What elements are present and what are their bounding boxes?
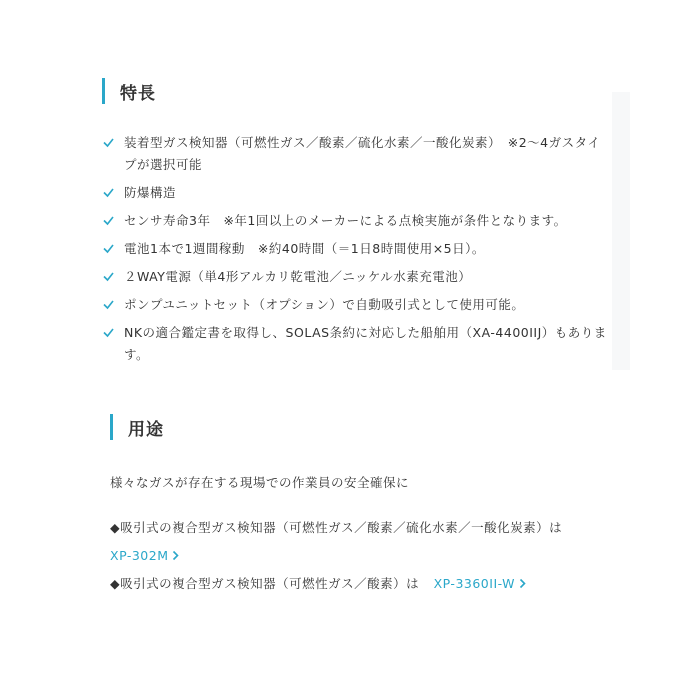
feature-item (102, 266, 607, 288)
features-heading-text: 特長 (120, 83, 156, 104)
feature-item-text: 電池1本で1週間稼動 ※約40時間（＝1日8時間使用×5日）。 (124, 241, 485, 256)
heading-accent-bar (110, 414, 113, 440)
feature-item (102, 322, 607, 366)
check-icon (102, 326, 115, 339)
feature-item-text: センサ寿命3年 ※年1回以上のメーカーによる点検実施が条件となります。 (124, 213, 567, 228)
feature-item (102, 132, 607, 176)
check-icon (102, 298, 115, 311)
xp-3360ii-w-link-text: XP-3360II-W (433, 576, 515, 591)
check-icon (102, 214, 115, 227)
usage-line-1 (110, 517, 610, 539)
check-icon (102, 242, 115, 255)
feature-item-text: NKの適合鑑定書を取得し、SOLAS条約に対応した船舶用（XA-4400IIJ）もあります。 (124, 325, 607, 362)
feature-item-text: ２WAY電源（単4形アルカリ乾電池／ニッケル水素充電池） (124, 269, 472, 284)
chevron-right-icon (519, 578, 526, 589)
heading-accent-bar (102, 78, 105, 104)
feature-item (102, 238, 607, 260)
feature-list (102, 132, 607, 372)
feature-item-text: 装着型ガス検知器（可燃性ガス／酸素／硫化水素／一酸化炭素） ※2～4ガスタイプが選択可能 (124, 135, 601, 172)
feature-item-text: 防爆構造 (124, 185, 177, 200)
features-heading (102, 78, 156, 104)
usage-line-1-text: ◆吸引式の複合型ガス検知器（可燃性ガス／酸素／硫化水素／一酸化炭素）は (110, 520, 563, 535)
usage-heading (110, 414, 164, 440)
feature-item-text: ポンプユニットセット（オプション）で自動吸引式として使用可能。 (124, 297, 525, 312)
side-strip (612, 92, 630, 370)
check-icon (102, 270, 115, 283)
usage-intro: 様々なガスが存在する現場での作業員の安全確保に (110, 475, 410, 490)
check-icon (102, 186, 115, 199)
xp-3360ii-w-link[interactable] (434, 576, 526, 591)
xp-302m-link-text: XP-302M (110, 548, 169, 563)
usage-line-1-link-row (110, 545, 610, 567)
chevron-right-icon (172, 550, 179, 561)
feature-item (102, 182, 607, 204)
feature-item (102, 294, 607, 316)
usage-heading-text: 用途 (128, 419, 164, 440)
xp-302m-link[interactable] (110, 548, 179, 563)
usage-line-2-text: ◆吸引式の複合型ガス検知器（可燃性ガス／酸素）は (110, 576, 420, 591)
check-icon (102, 136, 115, 149)
usage-line-2 (110, 573, 610, 595)
feature-item (102, 210, 607, 232)
